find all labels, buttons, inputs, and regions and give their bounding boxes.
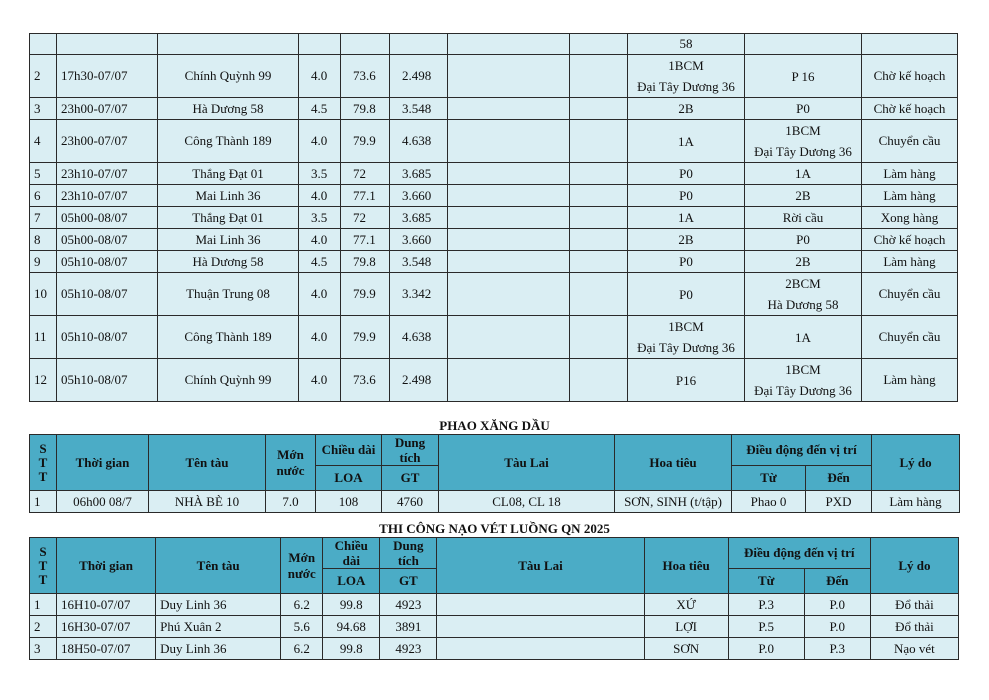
- row-reason: Làm hàng: [872, 491, 960, 513]
- row-reason: Chuyển cầu: [862, 120, 958, 163]
- row-empty-b: [570, 316, 628, 359]
- row-loa: 77.1: [341, 229, 390, 251]
- row-ship: Công Thành 189: [158, 120, 299, 163]
- row-draft: 4.0: [299, 55, 341, 98]
- row-empty-b: [570, 163, 628, 185]
- row-empty-b: [570, 185, 628, 207]
- row-ship: Hà Dương 58: [158, 251, 299, 273]
- row-empty-b: [570, 229, 628, 251]
- row-to-line: P0: [796, 232, 810, 247]
- row-stt: 3: [30, 98, 57, 120]
- fuel-buoy-body: [30, 491, 960, 513]
- row-gt: 3.548: [390, 98, 448, 120]
- row-empty-a: [448, 316, 570, 359]
- row-draft: 4.0: [299, 185, 341, 207]
- ship-movement-body: [30, 34, 958, 402]
- row-empty-b: [570, 359, 628, 402]
- row-from: P.3: [728, 594, 804, 616]
- row-loa: 99.8: [323, 638, 380, 660]
- row-gt: 3891: [380, 616, 437, 638]
- row-empty-a: [448, 163, 570, 185]
- header-tug: Tàu Lai: [437, 538, 644, 594]
- row-ship: Hà Dương 58: [158, 98, 299, 120]
- header-stt: S T T: [30, 435, 57, 491]
- row-loa: 79.9: [341, 316, 390, 359]
- row-from-line: P16: [675, 372, 697, 388]
- row-tug: [437, 594, 644, 616]
- row-empty-a: [448, 251, 570, 273]
- header-pilot: Hoa tiêu: [644, 538, 728, 594]
- row-gt: 3.660: [390, 185, 448, 207]
- row-loa: 72: [341, 163, 390, 185]
- section-title-fuel-buoy: PHAO XĂNG DẦU: [439, 418, 550, 433]
- header-stt: S T T: [30, 538, 57, 594]
- row-empty-a: [448, 273, 570, 316]
- row-pilot: LỢI: [644, 616, 728, 638]
- header-reason: Lý do: [872, 435, 960, 491]
- row-reason: Nạo vét: [870, 638, 958, 660]
- row-from-line: 2B: [678, 101, 694, 116]
- row-to: [745, 120, 862, 163]
- row-reason: Đổ thải: [870, 594, 958, 616]
- row-gt: 2.498: [390, 359, 448, 402]
- row-time: 05h00-08/07: [57, 229, 158, 251]
- table-row: [30, 616, 959, 638]
- row-draft: 5.6: [281, 616, 323, 638]
- row-pilot: SƠN, SINH (t/tập): [615, 491, 732, 513]
- row-ship: Mai Linh 36: [158, 229, 299, 251]
- row-empty-a: [448, 185, 570, 207]
- table-row: [30, 34, 958, 55]
- table-row: [30, 594, 959, 616]
- row-to-line: Rời cầu: [782, 210, 824, 225]
- row-time: 05h00-08/07: [57, 207, 158, 229]
- row-to: [745, 55, 862, 98]
- row-to-line: Đại Tây Dương 36: [754, 144, 852, 159]
- header-tug: Tàu Lai: [439, 435, 615, 491]
- header-to: Đến: [804, 569, 870, 594]
- row-from-line: P0: [679, 188, 693, 203]
- row-from: [628, 251, 745, 273]
- row-from-line: 1A: [678, 210, 694, 225]
- dredging-body: [30, 594, 959, 660]
- table-row: [30, 185, 958, 207]
- row-empty-b: [570, 273, 628, 316]
- row-time: 05h10-08/07: [57, 251, 158, 273]
- row-stt: 11: [30, 316, 57, 359]
- header-to: Đến: [806, 466, 872, 491]
- header-capacity: Dung tích: [380, 538, 437, 569]
- row-loa: 73.6: [341, 359, 390, 402]
- row-reason: Đổ thải: [870, 616, 958, 638]
- row-reason: Làm hàng: [862, 359, 958, 402]
- row-ship: Phú Xuân 2: [156, 616, 281, 638]
- row-empty-a: [448, 229, 570, 251]
- row-to-line: 2B: [795, 254, 811, 269]
- row-from-line: 1BCM: [668, 58, 704, 73]
- row-tug: [437, 638, 644, 660]
- table-row: [30, 273, 958, 316]
- header-length: Chiều dài: [316, 435, 382, 466]
- header-ship: Tên tàu: [149, 435, 266, 491]
- row-draft: 4.0: [299, 316, 341, 359]
- row-stt: 1: [30, 491, 57, 513]
- header-ship: Tên tàu: [156, 538, 281, 594]
- row-gt: 4.638: [390, 316, 448, 359]
- row-from-line: 1A: [678, 133, 694, 149]
- table-row: [30, 229, 958, 251]
- ship-movement-table: [29, 33, 958, 402]
- row-to-line: 1BCM: [785, 362, 821, 377]
- row-loa: 77.1: [341, 185, 390, 207]
- row-from: P.0: [728, 638, 804, 660]
- row-to: [745, 207, 862, 229]
- row-draft: 7.0: [266, 491, 316, 513]
- row-to-line: 2B: [795, 188, 811, 203]
- row-to: P.0: [804, 594, 870, 616]
- row-stt: 12: [30, 359, 57, 402]
- row-draft: 4.0: [299, 229, 341, 251]
- row-time: 06h00 08/7: [57, 491, 149, 513]
- row-ship: Mai Linh 36: [158, 185, 299, 207]
- header-loa: LOA: [316, 466, 382, 491]
- row-stt: 6: [30, 185, 57, 207]
- row-from: [628, 98, 745, 120]
- row-reason: Chuyển cầu: [862, 316, 958, 359]
- header-from: Từ: [728, 569, 804, 594]
- row-stt: 10: [30, 273, 57, 316]
- row-reason: Chờ kế hoạch: [862, 55, 958, 98]
- row-to-line: 2BCM: [785, 276, 821, 291]
- row-draft: 4.0: [299, 273, 341, 316]
- header-capacity: Dung tích: [382, 435, 439, 466]
- table-row: [30, 163, 958, 185]
- row-ship: Duy Linh 36: [156, 594, 281, 616]
- row-stt: 1: [30, 594, 57, 616]
- row-from-line: P0: [679, 286, 693, 302]
- row-empty-b: [570, 55, 628, 98]
- row-pilot: SƠN: [644, 638, 728, 660]
- row-empty-b: [570, 98, 628, 120]
- row-gt: 4760: [382, 491, 439, 513]
- row-to: [745, 251, 862, 273]
- row-from-line: Đại Tây Dương 36: [637, 340, 735, 355]
- header-time: Thời gian: [57, 538, 156, 594]
- row-time: 05h10-08/07: [57, 359, 158, 402]
- row-from: Phao 0: [732, 491, 806, 513]
- row-gt: 4923: [380, 638, 437, 660]
- table-row: [30, 359, 958, 402]
- row-to: [745, 163, 862, 185]
- row-to: [745, 316, 862, 359]
- row-empty-b: [570, 251, 628, 273]
- row-from: [628, 185, 745, 207]
- header-gt: GT: [382, 466, 439, 491]
- row-to: [745, 98, 862, 120]
- row-to-line: 1BCM: [785, 123, 821, 138]
- row-to-line: P0: [796, 101, 810, 116]
- row-from-line: 2B: [678, 232, 694, 247]
- row-draft: 4.5: [299, 98, 341, 120]
- row-stt: 4: [30, 120, 57, 163]
- row-time: 05h10-08/07: [57, 316, 158, 359]
- row-gt: 2.498: [390, 55, 448, 98]
- row-to-line: 1A: [795, 166, 811, 181]
- row-from: [628, 316, 745, 359]
- row-stt: 3: [30, 638, 57, 660]
- row-time: 18H50-07/07: [57, 638, 156, 660]
- row-to: P.3: [804, 638, 870, 660]
- row-gt: 4923: [380, 594, 437, 616]
- row-empty-a: [448, 98, 570, 120]
- header-loa: LOA: [323, 569, 380, 594]
- row-reason: Xong hàng: [862, 207, 958, 229]
- row-time: 17h30-07/07: [57, 55, 158, 98]
- header-move: Điều động đến vị trí: [728, 538, 870, 569]
- row-to: [745, 359, 862, 402]
- row-reason: Chờ kế hoạch: [862, 98, 958, 120]
- row-stt: 2: [30, 55, 57, 98]
- row-ship: NHÀ BÈ 10: [149, 491, 266, 513]
- row-ship: Công Thành 189: [158, 316, 299, 359]
- row-empty-a: [448, 359, 570, 402]
- row-stt: 5: [30, 163, 57, 185]
- row-from-line: P0: [679, 166, 693, 181]
- row-loa: 79.8: [341, 98, 390, 120]
- row-empty-a: [448, 207, 570, 229]
- row-time: 23h10-07/07: [57, 163, 158, 185]
- row-loa: 79.9: [341, 120, 390, 163]
- header-time: Thời gian: [57, 435, 149, 491]
- top-fragment-cell: 58: [628, 34, 745, 55]
- row-stt: 9: [30, 251, 57, 273]
- row-time: 16H30-07/07: [57, 616, 156, 638]
- row-pilot: XỨ: [644, 594, 728, 616]
- row-to: [745, 273, 862, 316]
- row-gt: 3.342: [390, 273, 448, 316]
- row-from-line: Đại Tây Dương 36: [637, 79, 735, 94]
- row-to-line: Đại Tây Dương 36: [754, 383, 852, 398]
- row-to-line: P 16: [791, 68, 815, 84]
- row-draft: 6.2: [281, 594, 323, 616]
- row-time: 05h10-08/07: [57, 273, 158, 316]
- row-time: 23h00-07/07: [57, 120, 158, 163]
- row-ship: Chính Quỳnh 99: [158, 55, 299, 98]
- row-from: [628, 359, 745, 402]
- row-to-line: 1A: [795, 329, 811, 345]
- row-loa: 94.68: [323, 616, 380, 638]
- row-from: [628, 120, 745, 163]
- row-ship: Thắng Đạt 01: [158, 207, 299, 229]
- row-loa: 73.6: [341, 55, 390, 98]
- fuel-buoy-table: [29, 434, 960, 513]
- row-ship: Duy Linh 36: [156, 638, 281, 660]
- row-from: [628, 229, 745, 251]
- row-to: P.0: [804, 616, 870, 638]
- header-move: Điều động đến vị trí: [732, 435, 872, 466]
- row-empty-b: [570, 120, 628, 163]
- header-draft: Mớn nước: [281, 538, 323, 594]
- row-from: [628, 163, 745, 185]
- row-from-line: 1BCM: [668, 319, 704, 334]
- section-title-dredging: THI CÔNG NẠO VÉT LUỒNG QN 2025: [379, 521, 610, 536]
- row-loa: 99.8: [323, 594, 380, 616]
- row-tug: [437, 616, 644, 638]
- row-from-line: P0: [679, 254, 693, 269]
- row-gt: 3.548: [390, 251, 448, 273]
- row-empty-a: [448, 120, 570, 163]
- row-draft: 3.5: [299, 207, 341, 229]
- row-loa: 79.9: [341, 273, 390, 316]
- header-length: Chiều dài: [323, 538, 380, 569]
- row-stt: 7: [30, 207, 57, 229]
- table-row: [30, 98, 958, 120]
- row-gt: 3.660: [390, 229, 448, 251]
- row-reason: Làm hàng: [862, 163, 958, 185]
- row-from: P.5: [728, 616, 804, 638]
- table-row: [30, 120, 958, 163]
- header-pilot: Hoa tiêu: [615, 435, 732, 491]
- row-ship: Thuận Trung 08: [158, 273, 299, 316]
- row-gt: 3.685: [390, 163, 448, 185]
- row-ship: Thắng Đạt 01: [158, 163, 299, 185]
- row-to: PXD: [806, 491, 872, 513]
- row-stt: 2: [30, 616, 57, 638]
- row-loa: 108: [316, 491, 382, 513]
- row-empty-b: [570, 207, 628, 229]
- row-reason: Chuyển cầu: [862, 273, 958, 316]
- row-time: 23h10-07/07: [57, 185, 158, 207]
- row-from: [628, 207, 745, 229]
- row-to: [745, 185, 862, 207]
- row-draft: 4.0: [299, 359, 341, 402]
- header-reason: Lý do: [870, 538, 958, 594]
- row-loa: 79.8: [341, 251, 390, 273]
- table-row: [30, 207, 958, 229]
- dredging-table: [29, 537, 959, 660]
- row-draft: 6.2: [281, 638, 323, 660]
- table-row: [30, 251, 958, 273]
- row-from: [628, 55, 745, 98]
- row-to-line: Hà Dương 58: [767, 297, 839, 312]
- table-row: [30, 638, 959, 660]
- header-draft: Mớn nước: [266, 435, 316, 491]
- row-from: [628, 273, 745, 316]
- row-reason: Làm hàng: [862, 185, 958, 207]
- header-from: Từ: [732, 466, 806, 491]
- row-draft: 4.0: [299, 120, 341, 163]
- row-reason: Chờ kế hoạch: [862, 229, 958, 251]
- row-tug: CL08, CL 18: [439, 491, 615, 513]
- row-time: 23h00-07/07: [57, 98, 158, 120]
- table-row: [30, 316, 958, 359]
- row-to: [745, 229, 862, 251]
- row-ship: Chính Quỳnh 99: [158, 359, 299, 402]
- row-gt: 4.638: [390, 120, 448, 163]
- row-loa: 72: [341, 207, 390, 229]
- row-stt: 8: [30, 229, 57, 251]
- row-reason: Làm hàng: [862, 251, 958, 273]
- row-empty-a: [448, 55, 570, 98]
- row-draft: 4.5: [299, 251, 341, 273]
- row-time: 16H10-07/07: [57, 594, 156, 616]
- row-draft: 3.5: [299, 163, 341, 185]
- table-row: [30, 491, 960, 513]
- row-gt: 3.685: [390, 207, 448, 229]
- table-row: [30, 55, 958, 98]
- header-gt: GT: [380, 569, 437, 594]
